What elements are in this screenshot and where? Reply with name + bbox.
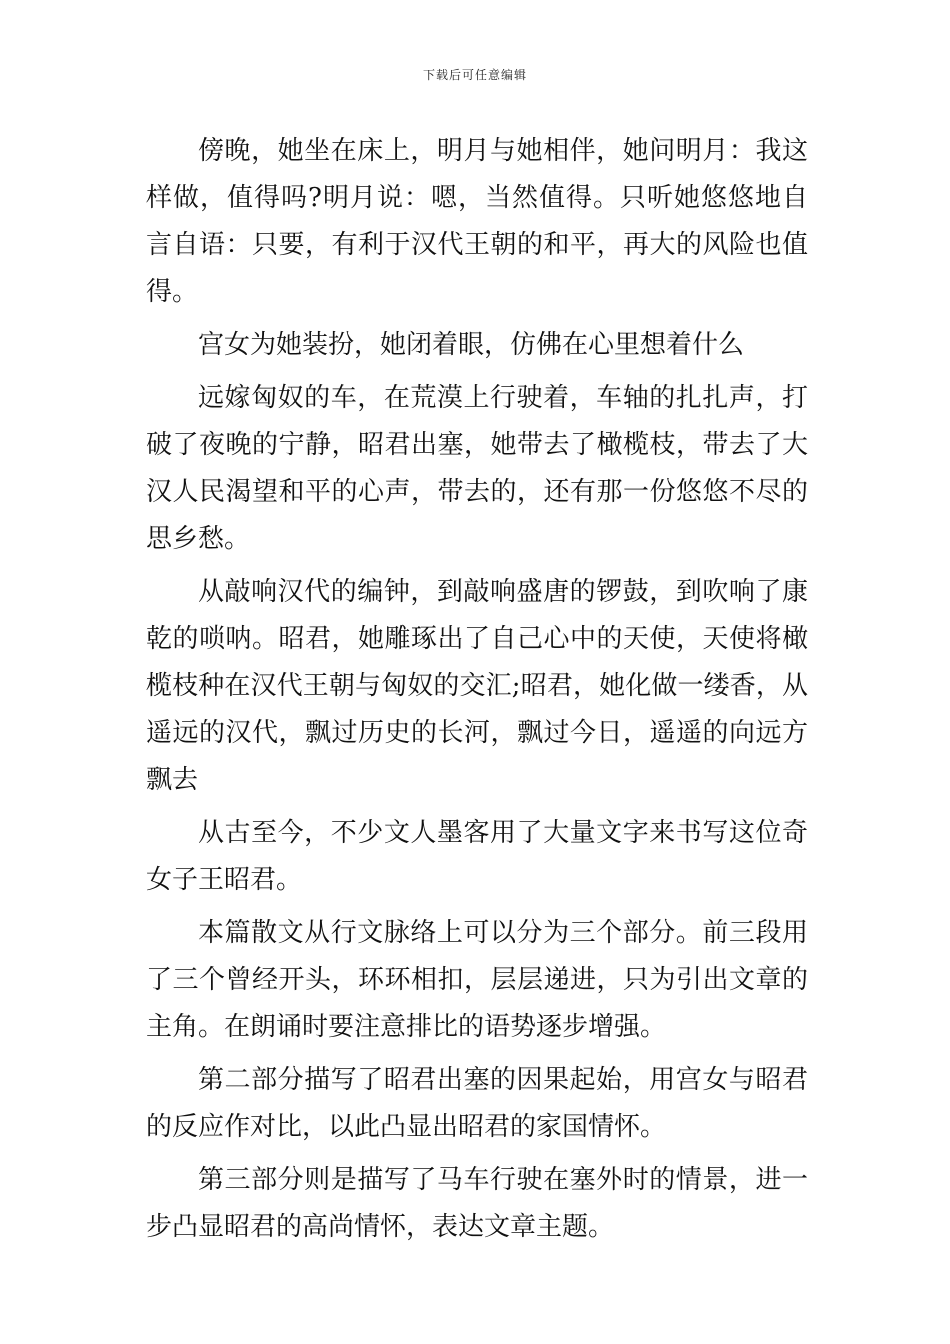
paragraph-6: 本篇散文从行文脉络上可以分为三个部分。前三段用了三个曾经开头，环环相扣，层层递进，只为引出文章的主角。在朗诵时要注意排比的语势逐步增强。 [146,918,808,1042]
document-body [146,128,808,1257]
paragraph-2: 宫女为她装扮，她闭着眼，仿佛在心里想着什么 [198,330,745,360]
paragraph-3: 远嫁匈奴的车，在荒漠上行驶着，车轴的扎扎声，打破了夜晚的宁静，昭君出塞，她带去了橄榄枝，带去了大汉人民渴望和平的心声，带去的，还有那一份悠悠不尽的思乡愁。 [146,383,808,554]
paragraph-5: 从古至今，不少文人墨客用了大量文字来书写这位奇女子王昭君。 [146,818,808,895]
paragraph-1: 傍晚，她坐在床上，明月与她相伴，她问明月：我这样做，值得吗?明月说：嗯，当然值得。只听她悠悠地自言自语：只要，有利于汉代王朝的和平，再大的风险也值得。 [146,136,808,307]
paragraph-4: 从敲响汉代的编钟，到敲响盛唐的锣鼓，到吹响了康乾的唢呐。昭君，她雕琢出了自己心中的天使，天使将橄榄枝种在汉代王朝与匈奴的交汇;昭君，她化做一缕香，从遥远的汉代，飘过历史的长河，飘过今日，遥遥的向远方飘去 [146,577,808,795]
paragraph-8: 第三部分则是描写了马车行驶在塞外时的情景，进一步凸显昭君的高尚情怀，表达文章主题。 [146,1165,808,1242]
page-header: 下载后可任意编辑 [422,68,527,82]
paragraph-7: 第二部分描写了昭君出塞的因果起始，用宫女与昭君的反应作对比，以此凸显出昭君的家国情怀。 [146,1065,808,1142]
